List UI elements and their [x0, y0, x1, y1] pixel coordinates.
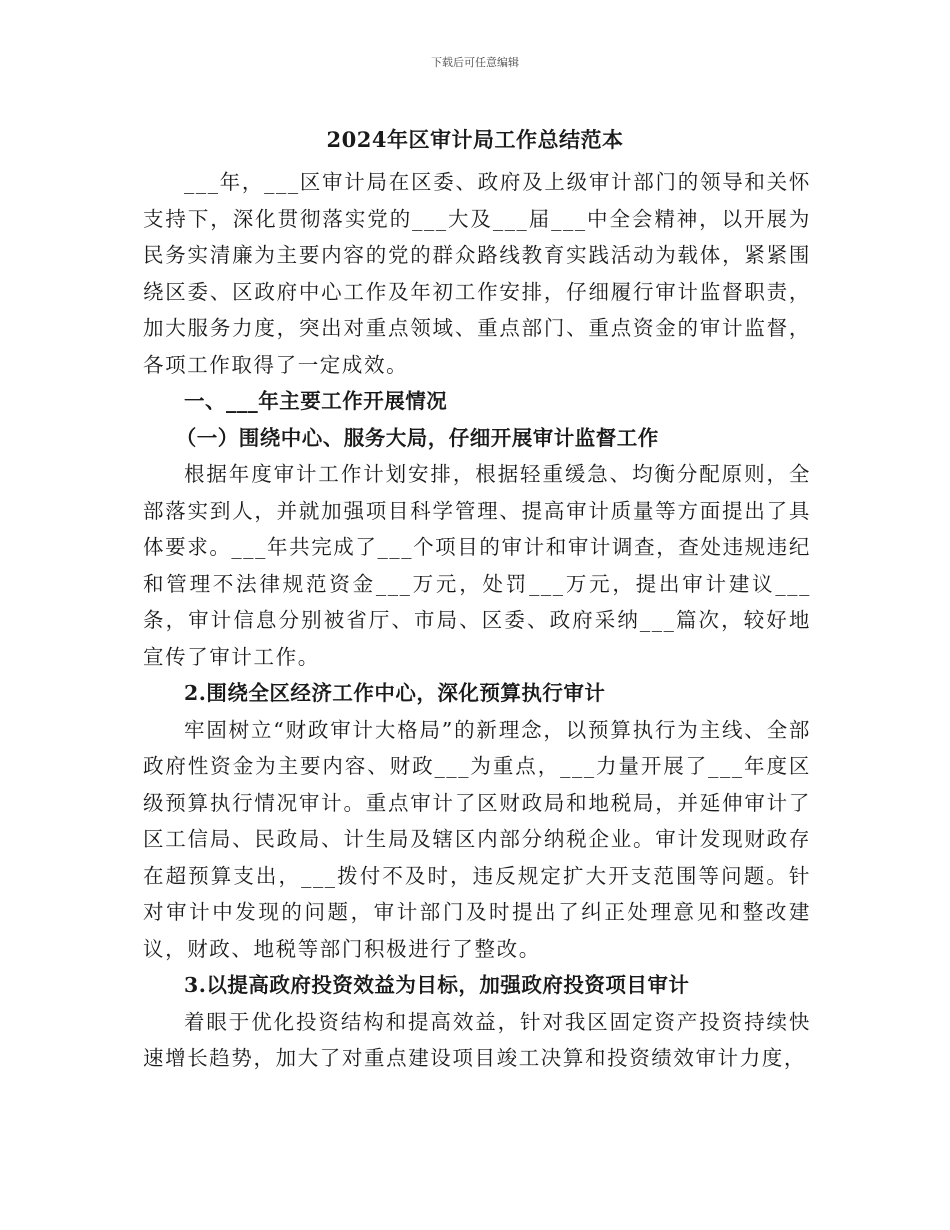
section-heading-1: 一、___年主要工作开展情况: [184, 389, 448, 413]
item-2-paragraph: 牢固树立“财政审计大格局”的新理念，以预算执行为主线、全部政府性资金为主要内容、财政___为重点，___力量开展了___年度区级预算执行情况审计。重点审计了区财政局和地税局，并延伸审计了区工信局、民政局、计生局及辖区内部分纳税企业。审计发现财政存在超预算支出，___拨付不及时，违反规定扩大开支范围等问题。针对审计中发现的问题，审计部门及时提出了纠正处理意见和整改建议，财政、地税等部门积极进行了整改。: [143, 717, 811, 961]
subsection-heading-1: （一）围绕中心、服务大局，仔细开展审计监督工作: [175, 425, 659, 450]
document-body: [143, 164, 811, 1077]
item-heading-3: 3.以提高政府投资效益为目标，加强政府投资项目审计: [184, 973, 690, 997]
item-heading-2: 2.围绕全区经济工作中心，深化预算执行审计: [184, 681, 606, 705]
subsection-1-paragraph: 根据年度审计工作计划安排，根据轻重缓急、均衡分配原则，全部落实到人，并就加强项目科学管理、提高审计质量等方面提出了具体要求。___年共完成了___个项目的审计和审计调查，查处违规违纪和管理不法律规范资金___万元，处罚___万元，提出审计建议___条，审计信息分别被省厅、市局、区委、政府采纳___篇次，较好地宣传了审计工作。: [143, 462, 811, 669]
item-3-paragraph: 着眼于优化投资结构和提高效益，针对我区固定资产投资持续快速增长趋势，加大了对重点建设项目竣工决算和投资绩效审计力度，: [143, 1009, 811, 1070]
intro-paragraph: ___年，___区审计局在区委、政府及上级审计部门的领导和关怀支持下，深化贯彻落实党的___大及___届___中全会精神，以开展为民务实清廉为主要内容的党的群众路线教育实践活动为载体，紧紧围绕区委、区政府中心工作及年初工作安排，仔细履行审计监督职责，加大服务力度，突出对重点领域、重点部门、重点资金的审计监督，各项工作取得了一定成效。: [143, 170, 811, 377]
page-header-note: 下载后可任意编辑: [431, 56, 519, 69]
document-title: 2024年区审计局工作总结范本: [326, 127, 624, 152]
